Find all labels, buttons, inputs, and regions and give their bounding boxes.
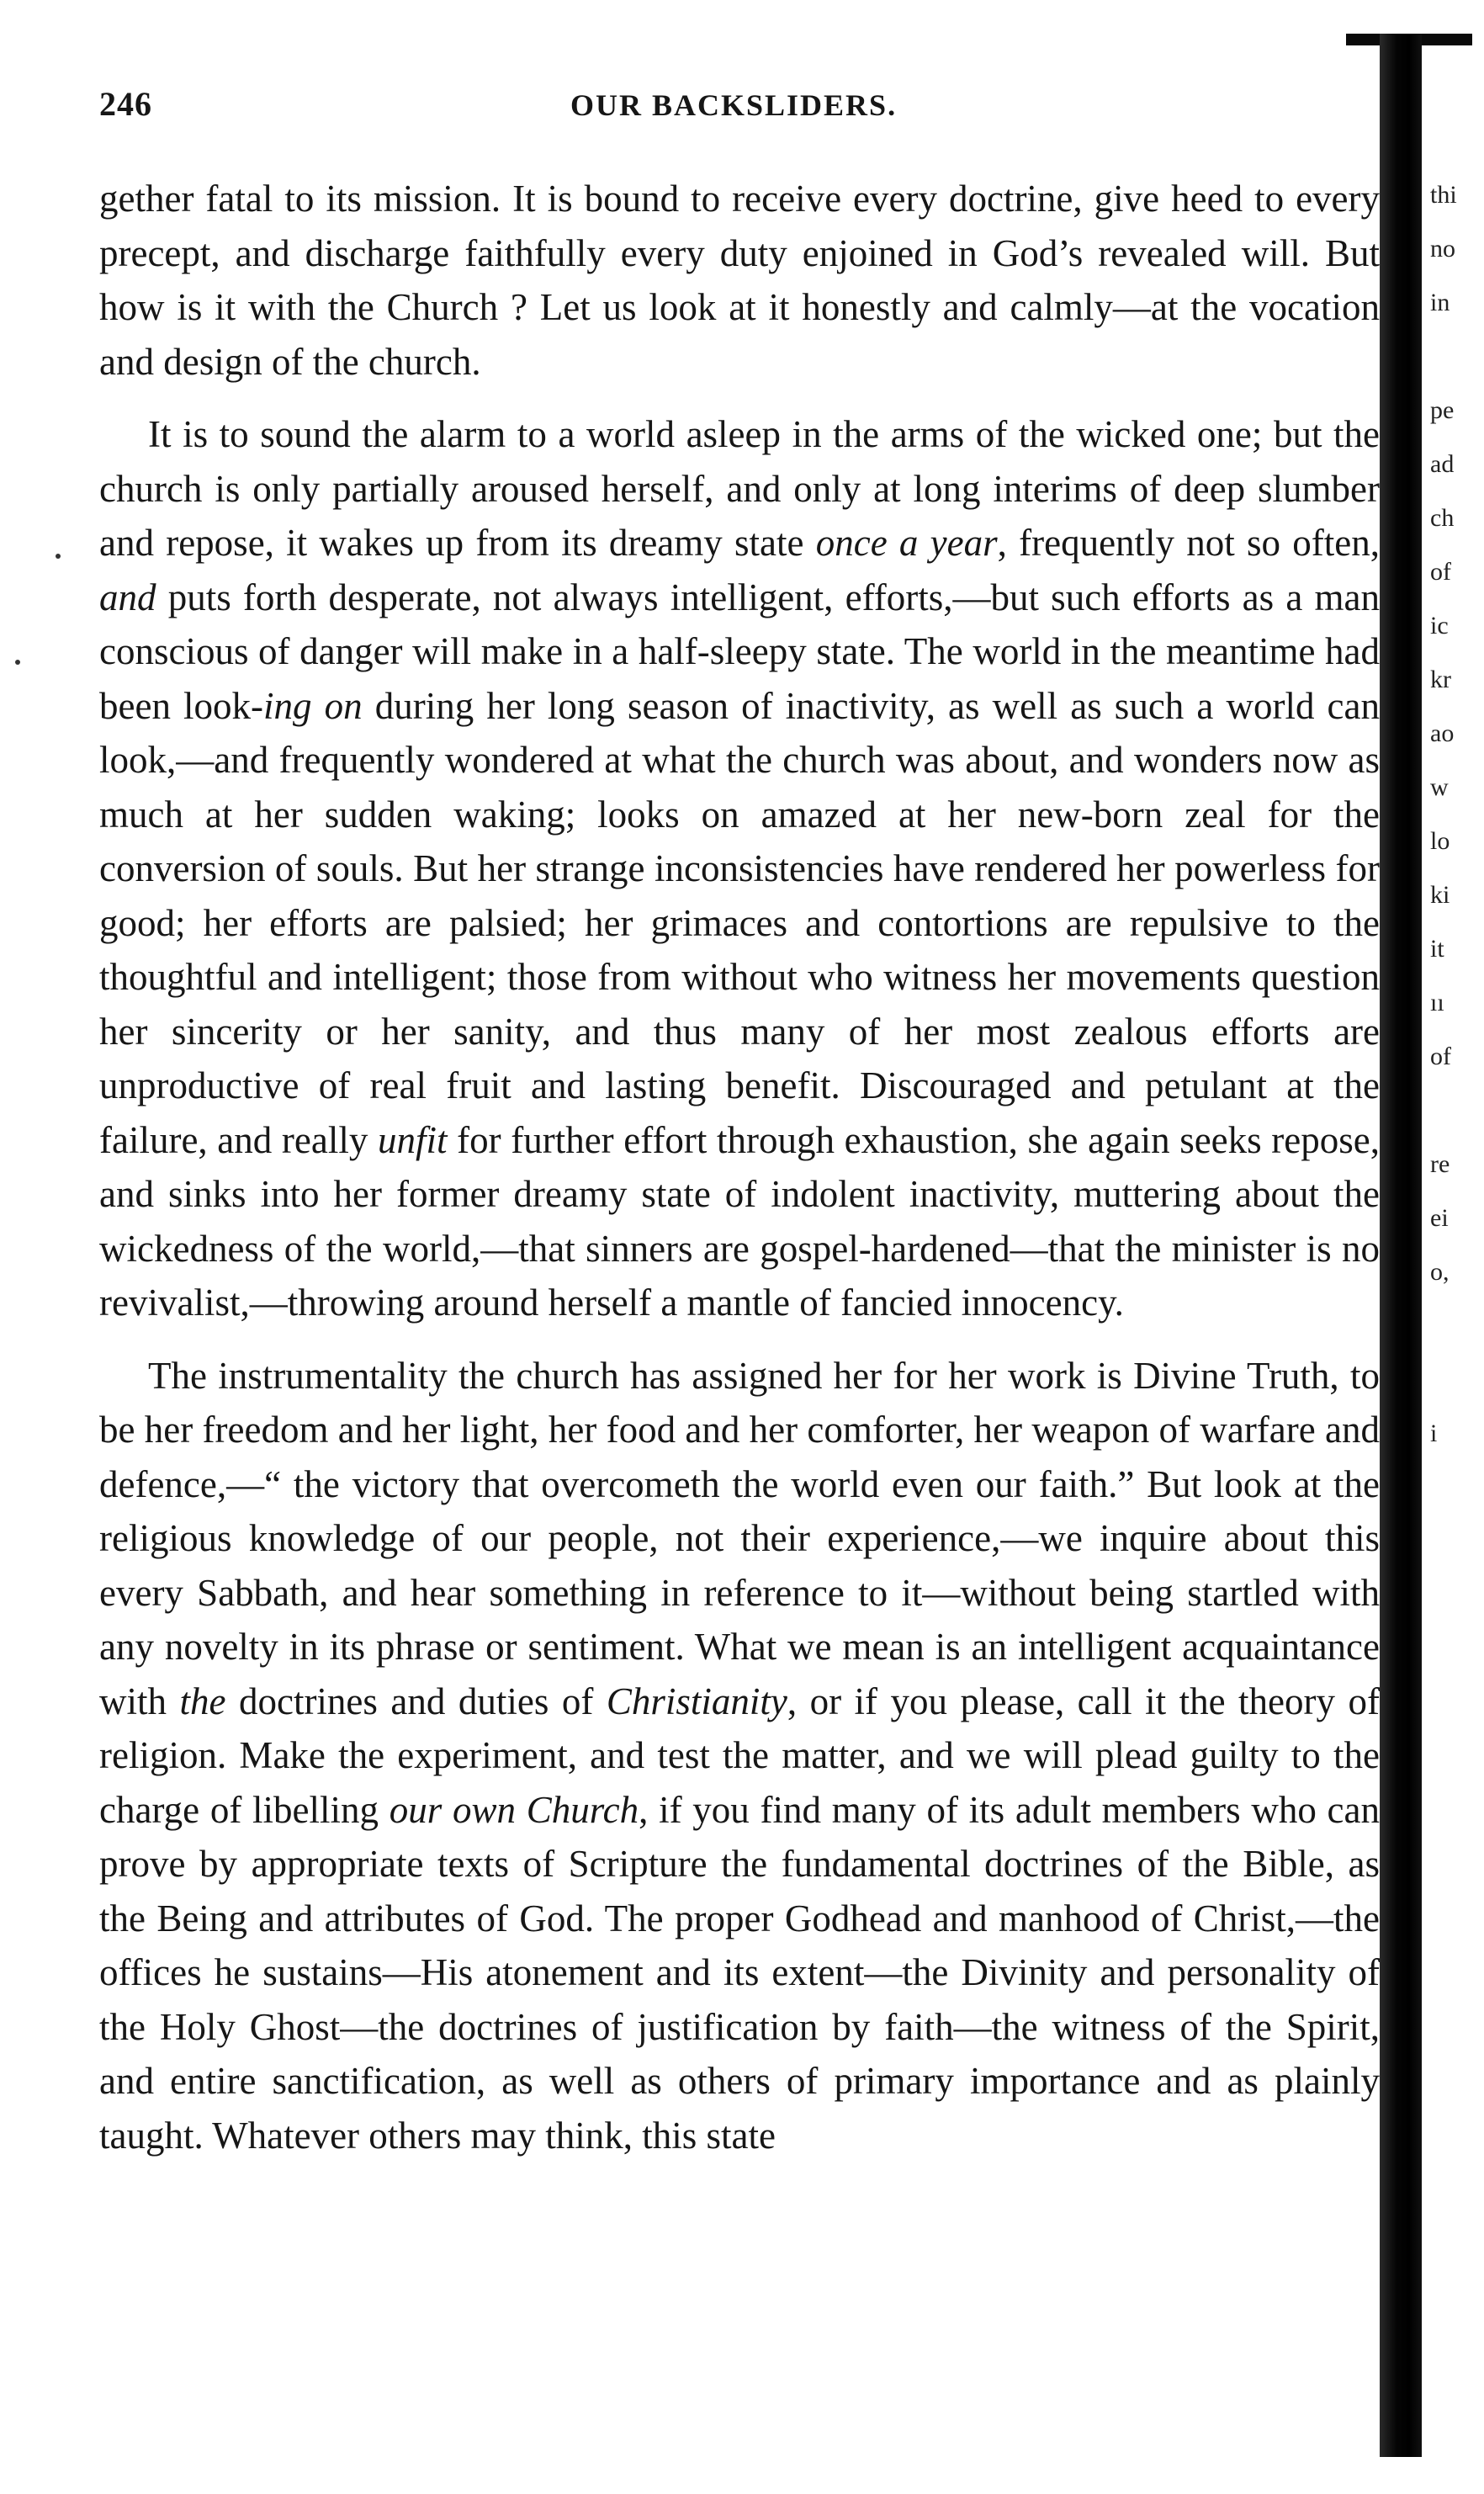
binding-shadow (1380, 34, 1422, 2457)
italic-text: our own Church (389, 1788, 639, 1831)
facing-page-fragment: re (1430, 1150, 1450, 1178)
text-run: during her long season of inactivity, as well as such a world can look,—and frequently wondered at what the church was about, and wonders now as much at her sudden waking; looks on amazed at her new-born zeal for the conversion of souls. But her strange inconsistencies have rendered her powerless for good; her efforts are palsied; her grimaces and contortions are repulsive to the thoughtful and intelligent; those from without who witness her movements question her sincerity or her sanity, and thus many of her most zealous efforts are unproductive of real fruit and lasting benefit. Discouraged and petulant at the failure, and really (99, 684, 1380, 1161)
facing-page-fragment (1430, 2161, 1484, 2215)
text-run: , if you find many of its adult members who can prove by appropriate texts of Scripture the fundamental doctrines of the Bible, as the Being and attributes of God. The proper Godhead and manhood of Christ,—the offices he sustains—His atonement and its extent—the Divinity and personality of the Holy Ghost—the doctrines of justification by faith—the witness of the Spirit, and entire sanctification, as well as others of primary importance and as plainly taught. Whatever others may think, this state (99, 1788, 1381, 2157)
facing-page-fragment: i (1430, 1419, 1438, 1447)
facing-page-fragment (1430, 1945, 1484, 1999)
facing-page-fragment (1430, 1676, 1484, 1730)
italic-text: and (99, 576, 156, 618)
facing-page-fragment (1430, 2322, 1484, 2376)
facing-page-fragment: thi (1430, 181, 1457, 209)
facing-page-fragment (1430, 1515, 1484, 1568)
facing-page-fragment (1430, 330, 1484, 384)
facing-page-fragment (1430, 2215, 1484, 2268)
text-run: doctrines and duties of (225, 1679, 607, 1722)
text-run: for further effort through exhaustion, she again seeks repose, and sinks into her former dreamy state of indolent inactivity, muttering about the wickedness of the world,—that sinners are gospel-hardened—that the minister is no revivalist,—throwing around herself a mantle of fancied innocency. (99, 1118, 1380, 1324)
facing-page-fragment (1430, 1084, 1484, 1138)
facing-page-fragment (1430, 2268, 1484, 2322)
facing-page-fragment: lo (1430, 827, 1450, 855)
italic-text: Christianity (606, 1679, 787, 1722)
facing-page-fragment (1430, 1999, 1484, 2053)
facing-page-fragment: in (1430, 289, 1450, 316)
facing-page-fragment: o, (1430, 1258, 1450, 1286)
italic-text: unfit (377, 1118, 448, 1161)
facing-page-fragment (1430, 1892, 1484, 1945)
text-run: gether fatal to its mission. It is bound to receive every doctrine, give heed to every precept, and discharge faithfully every duty enjoined in God’s revealed will. But how is it with the Church ? Let us look at it honestly and calmly—at the vocation and design of the church. (99, 178, 1380, 383)
facing-page-fragment: ic (1430, 612, 1449, 639)
text-run: It is to sound the alarm to a world asleep in the arms of the wicked one; but the church is only partially aroused herself, and only at long interims of deep slumber and repose, it wakes up from its dreamy state (99, 413, 1380, 564)
body-text (99, 172, 1380, 2162)
paragraph (99, 172, 1380, 389)
italic-text: ing on (263, 684, 363, 727)
facing-page-fragment (1430, 1353, 1484, 1407)
facing-page-fragment (1430, 1838, 1484, 1892)
facing-page-fragment: it (1430, 935, 1444, 963)
paragraph (99, 407, 1380, 1330)
paragraph (99, 1349, 1380, 2163)
facing-page-fragment: ıı (1430, 989, 1444, 1016)
facing-page-fragment: no (1430, 235, 1455, 263)
facing-page-fragment: ao (1430, 719, 1455, 747)
facing-page-fragment (1430, 2053, 1484, 2107)
page-header (99, 84, 1344, 135)
facing-page-fragment (1430, 2107, 1484, 2161)
text-run: , frequently not so often, (997, 522, 1381, 564)
text-run: puts forth desperate, not always intelligent, efforts,—but such efforts as a man conscious of danger will make in a half-sleepy state. The world in the meantime had been look- (99, 576, 1380, 727)
facing-page-fragment: pe (1430, 396, 1455, 424)
page-number: 246 (99, 85, 152, 123)
facing-page-fragment: w (1430, 773, 1449, 801)
facing-page-fragment (1430, 1730, 1484, 1784)
facing-page-fragment (1430, 1568, 1484, 1622)
facing-page-fragment: ei (1430, 1204, 1449, 1232)
scan-speck (15, 660, 20, 665)
text-run: The instrumentality the church has assigned her for her work is Divine Truth, to be her freedom and her light, her food and her comforter, her weapon of warfare and defence,—“ the victory that overcometh the world even our faith.” But look at the religious knowledge of our people, not their experience,—we inquire about this every Sabbath, and hear something in reference to it—without being startled with any novelty in its phrase or sentiment. What we mean is an intelligent acquaintance with (99, 1354, 1380, 1722)
running-head: OUR BACKSLIDERS. (570, 88, 898, 122)
italic-text: the (179, 1679, 226, 1722)
text-run: , or if you please, call it the theory of religion. Make the experiment, and test the matter, and we will plead guilty to the charge of libelling (99, 1679, 1380, 1831)
facing-page-fragment: of (1430, 1043, 1451, 1070)
facing-page-fragment: of (1430, 558, 1451, 586)
scan-speck (56, 554, 61, 559)
facing-page-edge (1430, 168, 1484, 2376)
facing-page-fragment: ad (1430, 450, 1455, 478)
facing-page-fragment: ch (1430, 504, 1455, 532)
facing-page-fragment (1430, 1461, 1484, 1515)
facing-page-fragment (1430, 1622, 1484, 1676)
facing-page-fragment: ki (1430, 881, 1450, 909)
facing-page-fragment (1430, 1784, 1484, 1838)
facing-page-fragment: kr (1430, 666, 1451, 693)
facing-page-fragment (1430, 1299, 1484, 1353)
italic-text: once a year (815, 522, 998, 564)
